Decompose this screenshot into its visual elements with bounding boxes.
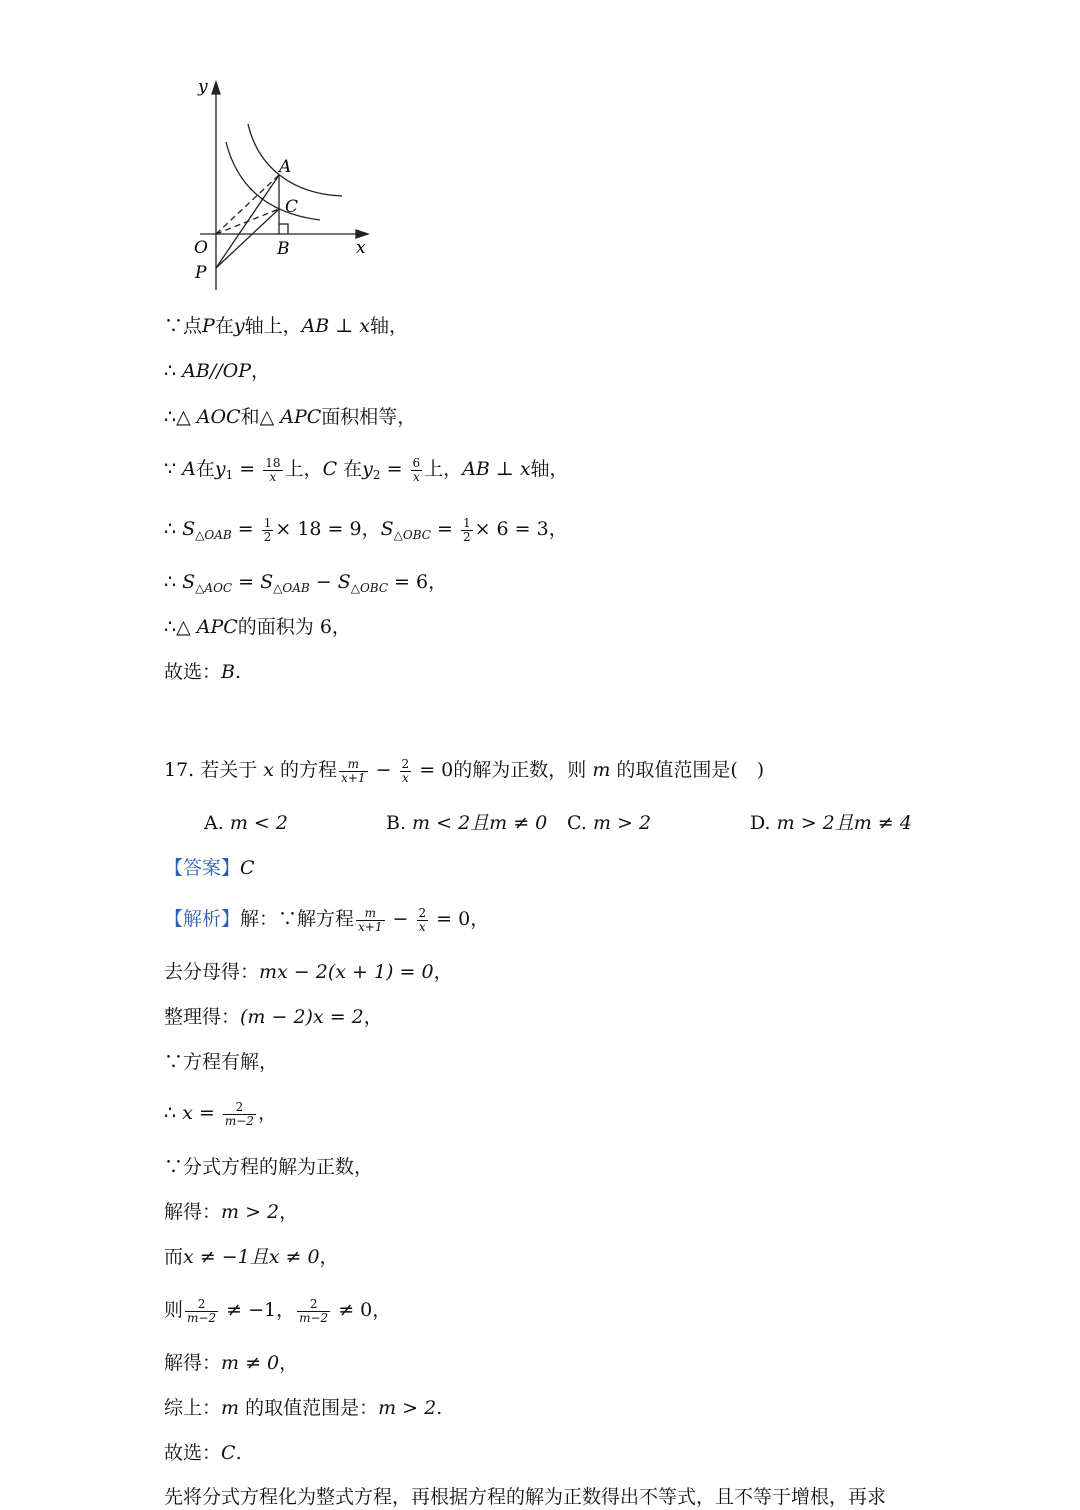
solution-line: ∴△ AOC和△ APC面积相等， [164, 406, 417, 428]
analysis-line: ∵分式方程的解为正数， [164, 1156, 374, 1178]
option-b[interactable]: B. m < 2且m ≠ 0 [386, 812, 548, 834]
answer-value: C [240, 857, 255, 879]
fraction: $\frac{2}{x}$ [401, 756, 410, 785]
label-x: x [356, 238, 366, 258]
fraction: $\frac{1}{2}$ [263, 515, 272, 544]
fraction: $\frac{2}{m-2}$ [224, 1099, 254, 1128]
solution-line: ∴△ APC的面积为 6， [164, 616, 351, 638]
analysis-line: 整理得：(m − 2)x = 2， [164, 1006, 383, 1028]
analysis-line: 先将分式方程化为整式方程，再根据方程的解为正数得出不等式，且不等于增根，再求 [164, 1486, 887, 1508]
label-A: A [279, 157, 292, 177]
label-B: B [277, 239, 290, 259]
analysis-line: ∴ x = $\frac{2}{m-2}$ ， [164, 1099, 277, 1128]
analysis-line: ∵方程有解， [164, 1051, 279, 1073]
analysis-line: 解得：m > 2， [164, 1201, 299, 1223]
option-a[interactable]: A. m < 2 [204, 812, 288, 834]
hyperbola-y2 [226, 142, 320, 220]
analysis-line: 综上：m 的取值范围是：m > 2. [164, 1397, 443, 1419]
solution-line: 故选：B. [164, 661, 242, 683]
hyperbola-y1 [248, 124, 342, 196]
analysis-line: 而x ≠ −1且x ≠ 0， [164, 1246, 339, 1268]
label-y: y [198, 77, 208, 97]
label-C: C [285, 197, 299, 217]
analysis-line: 故选：C. [164, 1442, 242, 1464]
right-angle-mark [279, 224, 288, 234]
analysis-line: 则 $\frac{2}{m-2}$ ≠ −1， $\frac{2}{m-2}$ ≠ 0， [164, 1296, 392, 1325]
fraction: $\frac{2}{m-2}$ [187, 1296, 217, 1325]
coordinate-figure [180, 72, 380, 294]
solution-line: ∴ $S_{\triangle OAB}$ = $\frac{1}{2}$ × 18 = 9，$S_{\triangle OBC}$ = $\frac{1}{2}$ × 6 = 3， [164, 515, 568, 544]
y-axis-arrow [212, 82, 220, 94]
fraction: $\frac{m}{x+1}$ [358, 905, 383, 934]
analysis-line: 解得：m ≠ 0， [164, 1352, 299, 1374]
fraction: $\frac{2}{m-2}$ [299, 1296, 329, 1325]
solution-line: ∵点P在y轴上，AB ⊥ x轴， [164, 315, 408, 337]
fraction: $\frac{1}{2}$ [462, 515, 471, 544]
label-P: P [195, 263, 207, 283]
fraction: $\frac{6}{x}$ [412, 455, 421, 484]
question-17-stem: 17. 若关于 x 的方程 $\frac{m}{x+1}$ − $\frac{2}{x}$ = 0的解为正数，则 m 的取值范围是( ) [164, 756, 765, 785]
fraction: $\frac{m}{x+1}$ [341, 756, 366, 785]
analysis-line: 【解析】解：∵解方程 $\frac{m}{x+1}$ − $\frac{2}{x}$ = 0， [164, 905, 490, 934]
x-axis-arrow [356, 230, 368, 238]
answer-line [164, 855, 255, 881]
analysis-label: 【解析】 [164, 908, 241, 930]
segment-PC [216, 209, 279, 268]
analysis-line: 去分母得：mx − 2(x + 1) = 0， [164, 961, 453, 983]
option-c[interactable]: C. m > 2 [567, 812, 652, 834]
option-d[interactable]: D. m > 2且m ≠ 4 [750, 812, 912, 834]
answer-label: 【答案】 [164, 857, 241, 879]
fraction: $\frac{2}{x}$ [418, 905, 427, 934]
solution-line: ∴ $S_{\triangle AOC} = S_{\triangle OAB} - S_{\triangle OBC} = 6$， [164, 571, 448, 595]
fraction: $\frac{18}{x}$ [265, 455, 281, 484]
solution-line: ∵ A在$y_1$ = $\frac{18}{x}$ 上，C 在$y_2$ = $\frac{6}{x}$ 上，AB ⊥ x轴， [164, 455, 569, 484]
solution-line: ∴ AB//OP， [164, 360, 271, 382]
label-O: O [194, 238, 208, 258]
segment-OC-dashed [216, 209, 279, 234]
